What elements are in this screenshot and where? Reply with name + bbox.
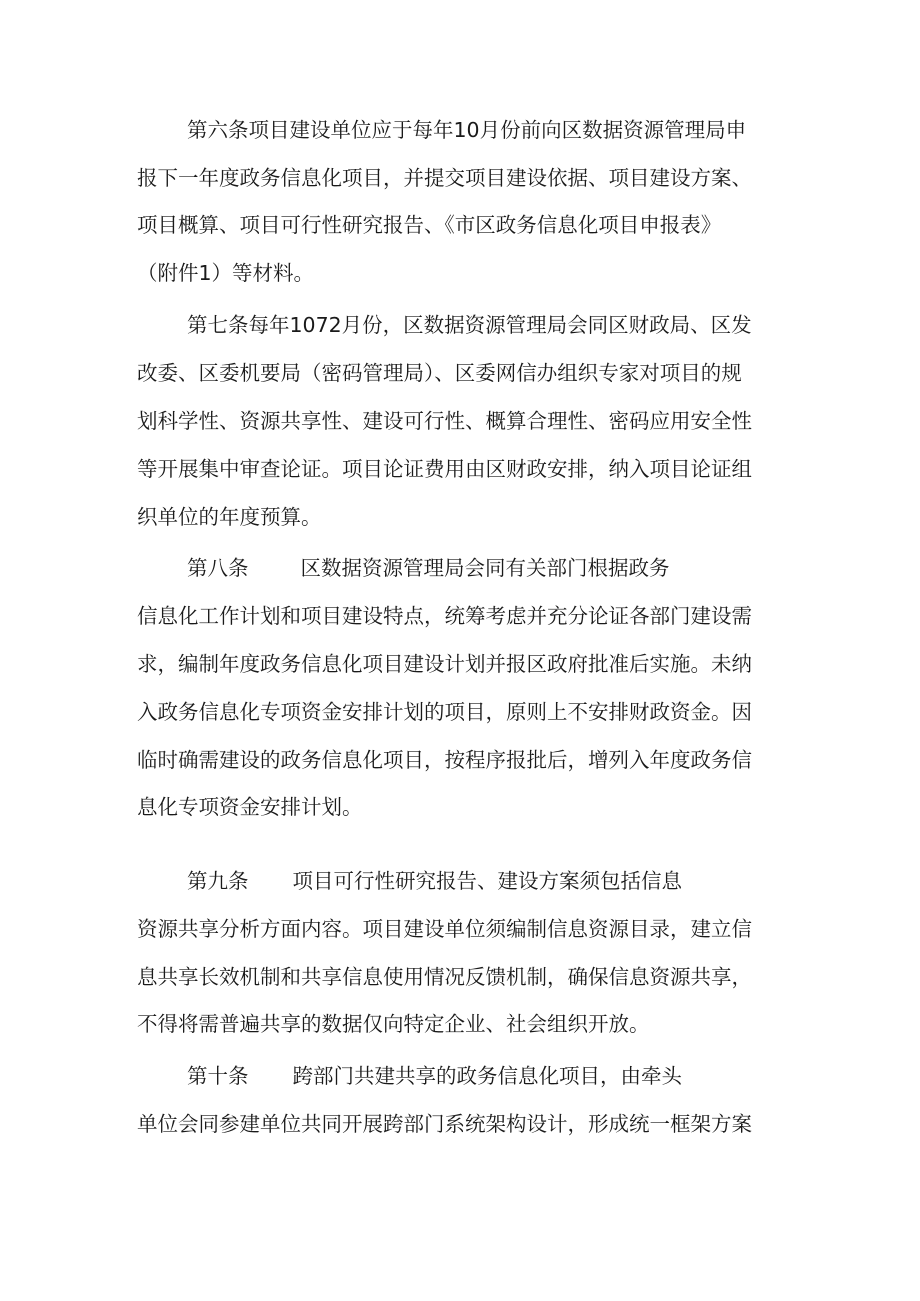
article-8-line-5: 临时确需建设的政务信息化项目，按程序报批后，增列入年度政务信 [137,748,752,772]
article-6-line-1: 第六条项目建设单位应于每年10月份前向区数据资源管理局申 [187,118,747,142]
article-8-heading: 第八条 [187,556,249,580]
article-7-line-4: 等开展集中审查论证。项目论证费用由区财政安排，纳入项目论证组 [137,457,752,481]
article-9-first-line [187,866,847,896]
article-8-line-6: 息化专项资金安排计划。 [137,795,363,819]
article-7-line-1: 第七条每年1072月份，区数据资源管理局会同区财政局、区发 [187,313,752,337]
article-6-line-3: 项目概算、项目可行性研究报告、《市区政务信息化项目申报表》 [137,213,722,237]
article-8-line-4: 入政务信息化专项资金安排计划的项目，原则上不安排财政资金。因 [137,700,752,724]
article-8-first-text: 区数据资源管理局会同有关部门根据政务 [300,556,670,580]
article-10-first-text: 跨部门共建共享的政务信息化项目，由牵头 [292,1064,682,1088]
article-8-line-2: 信息化工作计划和项目建设特点，统筹考虑并充分论证各部门建设需 [137,604,752,628]
article-7-line-2: 改委、区委机要局（密码管理局）、区委网信办组织专家对项目的规 [137,361,742,385]
article-7-line-5: 织单位的年度预算。 [137,505,322,529]
article-10-line-2: 单位会同参建单位共同开展跨部门系统架构设计，形成统一框架方案 [137,1112,752,1136]
article-10-first-line [187,1061,847,1091]
article-8-first-line [187,553,847,583]
article-6-line-2: 报下一年度政务信息化项目，并提交项目建设依据、项目建设方案、 [137,166,752,190]
article-9-heading: 第九条 [187,869,249,893]
article-8-line-3: 求，编制年度政务信息化项目建设计划并报区政府批准后实施。未纳 [137,652,752,676]
article-9-line-3: 息共享长效机制和共享信息使用情况反馈机制，确保信息资源共享， [137,965,752,989]
article-6-line-4: （附件1）等材料。 [137,261,315,285]
article-7-line-3: 划科学性、资源共享性、建设可行性、概算合理性、密码应用安全性 [137,409,752,433]
article-10-heading: 第十条 [187,1064,249,1088]
article-9-first-text: 项目可行性研究报告、建设方案须包括信息 [292,869,682,893]
article-9-line-4: 不得将需普遍共享的数据仅向特定企业、社会组织开放。 [137,1012,650,1036]
article-9-line-2: 资源共享分析方面内容。项目建设单位须编制信息资源目录，建立信 [137,917,752,941]
